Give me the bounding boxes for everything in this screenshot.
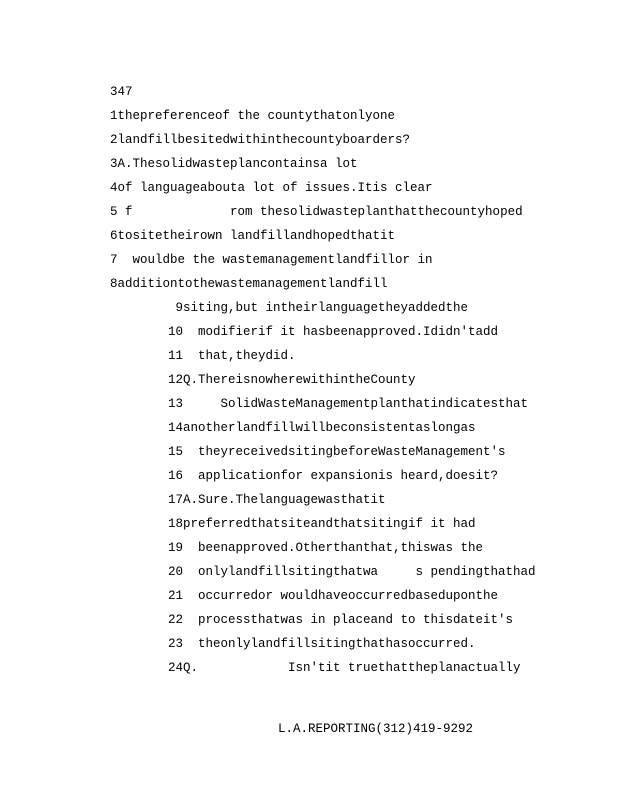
transcript-line: 13 SolidWasteManagementplanthatindicatesthat (168, 397, 529, 411)
transcript-line: 16 applicationfor expansionis heard,doesit? (168, 469, 499, 483)
page-number: 347 (110, 85, 133, 99)
transcript-body (110, 104, 536, 680)
reporter-footer: L.A.REPORTING(312)419-9292 (278, 722, 474, 736)
transcript-line: 11 that,theydid. (168, 349, 296, 363)
transcript-line: 3A.Thesolidwasteplancontainsa lot (110, 157, 358, 171)
transcript-line: 19 beenapproved.Otherthanthat,thiswas the (168, 541, 484, 555)
transcript-line: 9siting,but intheirlanguagetheyaddedthe (168, 301, 469, 315)
transcript-line: 17A.Sure.Thelanguagewasthatit (168, 493, 386, 507)
transcript-line: 20 onlylandfillsitingthatwa s pendingthathad (168, 565, 536, 579)
transcript-line: 24Q. Isn'tit truethattheplanactually (168, 661, 521, 675)
transcript-line: 8additiontothewastemanagementlandfill (110, 277, 388, 291)
transcript-line: 12Q.ThereisnowherewithintheCounty (168, 373, 416, 387)
transcript-line: 21 occurredor wouldhaveoccurredbaseduponthe (168, 589, 499, 603)
transcript-line: 15 theyreceivedsitingbeforeWasteManagement's (168, 445, 506, 459)
transcript-line: 22 processthatwas in placeand to thisdateit's (168, 613, 514, 627)
transcript-line: 23 theonlylandfillsitingthathasoccurred. (168, 637, 476, 651)
transcript-line: 14anotherlandfillwillbeconsistentaslongas (168, 421, 476, 435)
transcript-line: 1thepreferenceof the countythatonlyone (110, 109, 396, 123)
transcript-line: 18preferredthatsiteandthatsitingif it had (168, 517, 476, 531)
transcript-line: 6tositetheirown landfillandhopedthatit (110, 229, 396, 243)
transcript-line: 10 modifierif it hasbeenapproved.Ididn'tadd (168, 325, 499, 339)
transcript-line: 2landfillbesitedwithinthecountyboarders? (110, 133, 411, 147)
transcript-line: 5 f rom thesolidwasteplanthatthecountyhoped (110, 205, 523, 219)
transcript-line: 4of languageabouta lot of issues.Itis clear (110, 181, 433, 195)
transcript-line: 7 wouldbe the wastemanagementlandfillor in (110, 253, 433, 267)
